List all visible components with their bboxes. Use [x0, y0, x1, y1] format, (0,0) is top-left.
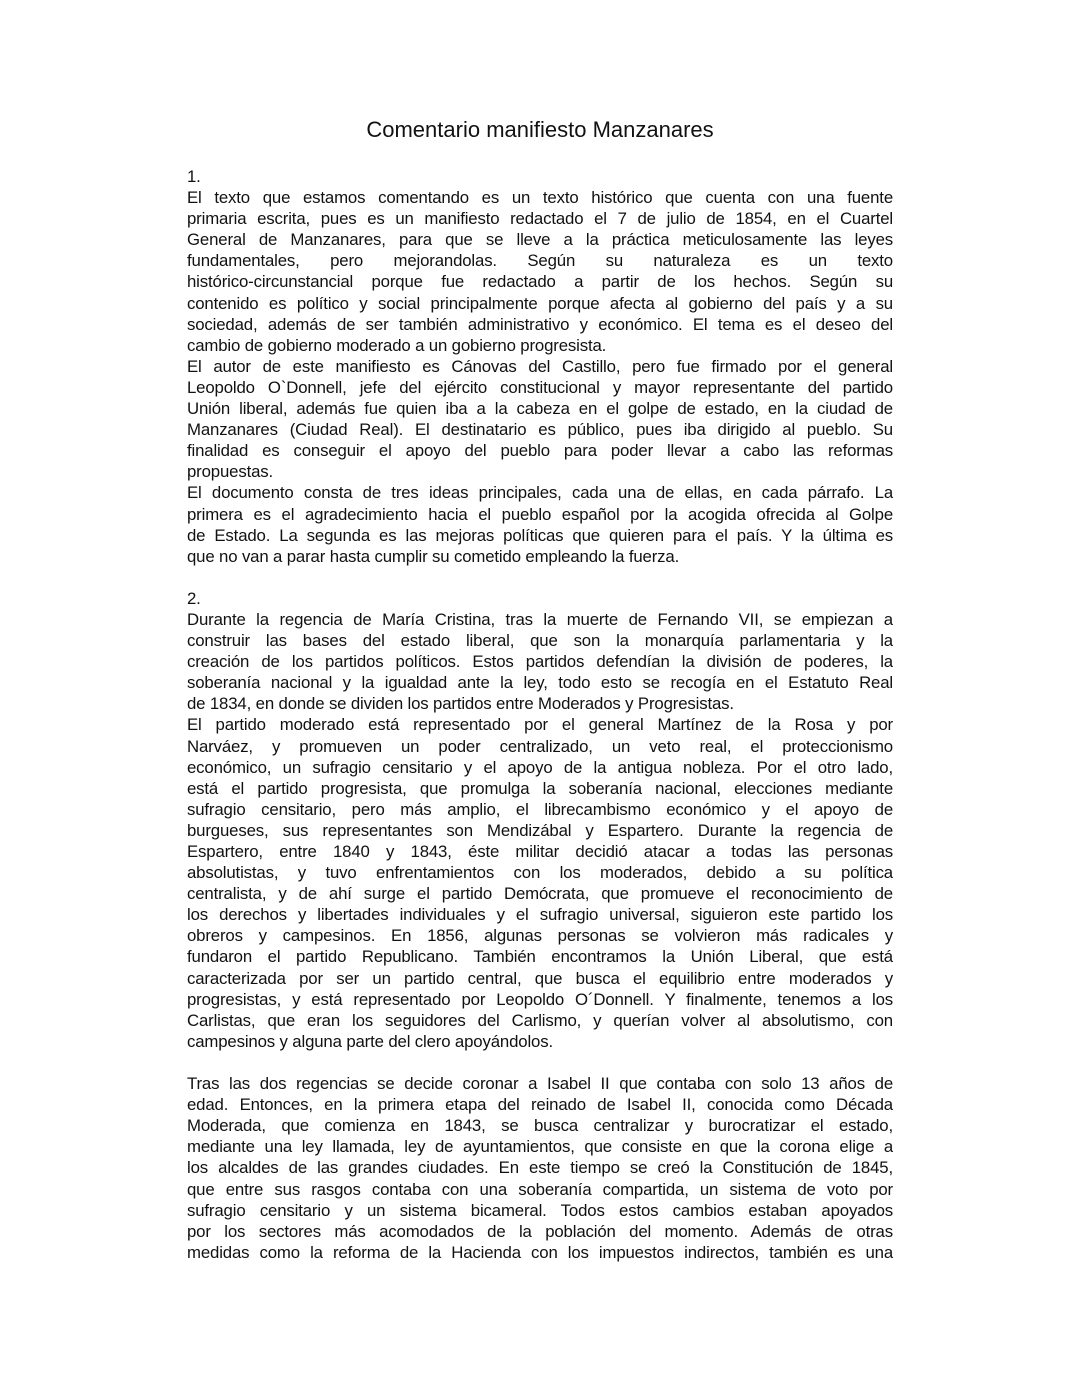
text-line: sufragio censitario, pero más amplio, el librecambismo económico y el apoyo de [187, 799, 893, 819]
text-line: de Estado. La segunda es las mejoras políticas que quieren para el país. Y la última es [187, 525, 893, 545]
text-line: burgueses, sus representantes son Mendizábal y Espartero. Durante la regencia de [187, 820, 893, 840]
text-line: que entre sus rasgos contaba con una soberanía compartida, un sistema de voto por [187, 1179, 893, 1199]
text-line: creación de los partidos políticos. Estos partidos defendían la división de poderes, la [187, 652, 893, 672]
text-line: de 1834, en donde se dividen los partidos entre Moderados y Progresistas. [187, 694, 734, 714]
text-line: está el partido progresista, que promulga la soberanía nacional, elecciones mediante [187, 778, 893, 798]
text-line: mediante una ley llamada, ley de ayuntamientos, que consiste en que la corona elige a [187, 1137, 893, 1157]
text-line: Leopoldo O`Donnell, jefe del ejército constitucional y mayor representante del partido [187, 377, 893, 397]
text-line: Carlistas, que eran los seguidores del Carlismo, y querían volver al absolutismo, con [187, 1010, 893, 1030]
text-line: obreros y campesinos. En 1856, algunas personas se volvieron más radicales y [187, 926, 893, 946]
paragraph [187, 609, 893, 714]
text-line: Durante la regencia de María Cristina, tras la muerte de Fernando VII, se empiezan a [187, 609, 893, 629]
text-line: Narváez, y promueven un poder centralizado, un veto real, el proteccionismo [187, 736, 893, 756]
text-line: caracterizada por ser un partido central, que busca el equilibrio entre moderados y [187, 968, 893, 988]
blank-line [187, 1052, 893, 1073]
text-line: contenido es político y social principalmente porque afecta al gobierno del país y a su [187, 293, 893, 313]
text-line: finalidad es conseguir el apoyo del pueblo para poder llevar a cabo las reformas [187, 441, 893, 461]
section-number [187, 166, 893, 187]
text-line: que no van a parar hasta cumplir su cometido empleando la fuerza. [187, 546, 680, 566]
document-body [187, 166, 893, 1263]
document-title: Comentario manifiesto Manzanares [366, 117, 714, 142]
text-line [187, 1052, 893, 1073]
text-line [187, 567, 893, 588]
paragraph [187, 1073, 893, 1263]
text-line: soberanía nacional y la igualdad ante la ley, todo esto se recogía en el Estatuto Real [187, 673, 893, 693]
paragraph [187, 187, 893, 356]
text-line: Espartero, entre 1840 y 1843, éste militar decidió atacar a todas las personas [187, 842, 893, 861]
text-line: absolutistas, y tuvo enfrentamientos con los moderados, debido a su política [187, 863, 893, 883]
text-line: Manzanares (Ciudad Real). El destinatario es público, pues iba dirigido al pueblo. Su [187, 420, 893, 440]
text-line: Moderada, que comienza en 1843, se busca centralizar y burocratizar el estado, [187, 1116, 893, 1136]
text-line: El autor de este manifiesto es Cánovas del Castillo, pero fue firmado por el general [187, 356, 893, 376]
blank-line [187, 567, 893, 588]
text-line: progresistas, y está representado por Leopoldo O´Donnell. Y finalmente, tenemos a los [187, 989, 893, 1009]
text-line: económico, un sufragio censitario y el apoyo de la antigua nobleza. Por el otro lado, [187, 757, 893, 777]
text-line: El partido moderado está representado por el general Martínez de la Rosa y por [187, 715, 893, 735]
text-line: sufragio censitario y un sistema bicameral. Todos estos cambios estaban apoyados [187, 1200, 893, 1220]
text-line: sociedad, además de ser también administrativo y económico. El tema es el deseo del [187, 314, 893, 334]
section-number [187, 588, 893, 609]
text-line: 2. [187, 588, 201, 608]
text-line: fundaron el partido Republicano. También encontramos la Unión Liberal, que está [187, 947, 893, 967]
text-line: propuestas. [187, 462, 274, 482]
text-line: El texto que estamos comentando es un texto histórico que cuenta con una fuente [187, 188, 893, 208]
text-line: primera es el agradecimiento hacia el pueblo español por la acogida ofrecida al Golpe [187, 504, 893, 524]
text-line: histórico-circunstancial porque fue redactado a partir de los hechos. Según su [187, 272, 893, 292]
text-line: Unión liberal, además fue quien iba a la cabeza en el golpe de estado, en la ciudad de [187, 399, 893, 419]
text-line: centralista, y de ahí surge el partido Demócrata, que promueve el reconocimiento de [187, 884, 893, 904]
text-line: General de Manzanares, para que se lleve a la práctica meticulosamente las leyes [187, 230, 893, 250]
paragraph [187, 482, 893, 566]
text-line: campesinos y alguna parte del clero apoyándolos. [187, 1031, 553, 1051]
text-line: edad. Entonces, en la primera etapa del reinado de Isabel II, conocida como Década [187, 1095, 893, 1115]
text-line: construir las bases del estado liberal, que son la monarquía parlamentaria y la [187, 631, 893, 651]
text-line: El documento consta de tres ideas principales, cada una de ellas, en cada párrafo. La [187, 483, 893, 503]
text-line: 1. [187, 167, 201, 186]
text-line: por los sectores más acomodados de la población del momento. Además de otras [187, 1221, 893, 1241]
text-line: fundamentales, pero mejorandolas. Según su naturaleza es un texto [187, 251, 893, 271]
text-line: Tras las dos regencias se decide coronar a Isabel II que contaba con solo 13 años de [187, 1074, 893, 1094]
paragraph [187, 714, 893, 1052]
text-line: los derechos y libertades individuales y el sufragio universal, siguieron este partido los [187, 905, 893, 925]
text-line: cambio de gobierno moderado a un gobierno progresista. [187, 335, 607, 355]
text-line: primaria escrita, pues es un manifiesto redactado el 7 de julio de 1854, en el Cuartel [187, 209, 893, 229]
paragraph [187, 356, 893, 483]
text-line: los alcaldes de las grandes ciudades. En este tiempo se creó la Constitución de 1845, [187, 1158, 893, 1178]
text-line: medidas como la reforma de la Hacienda con los impuestos indirectos, también es una [187, 1242, 893, 1262]
